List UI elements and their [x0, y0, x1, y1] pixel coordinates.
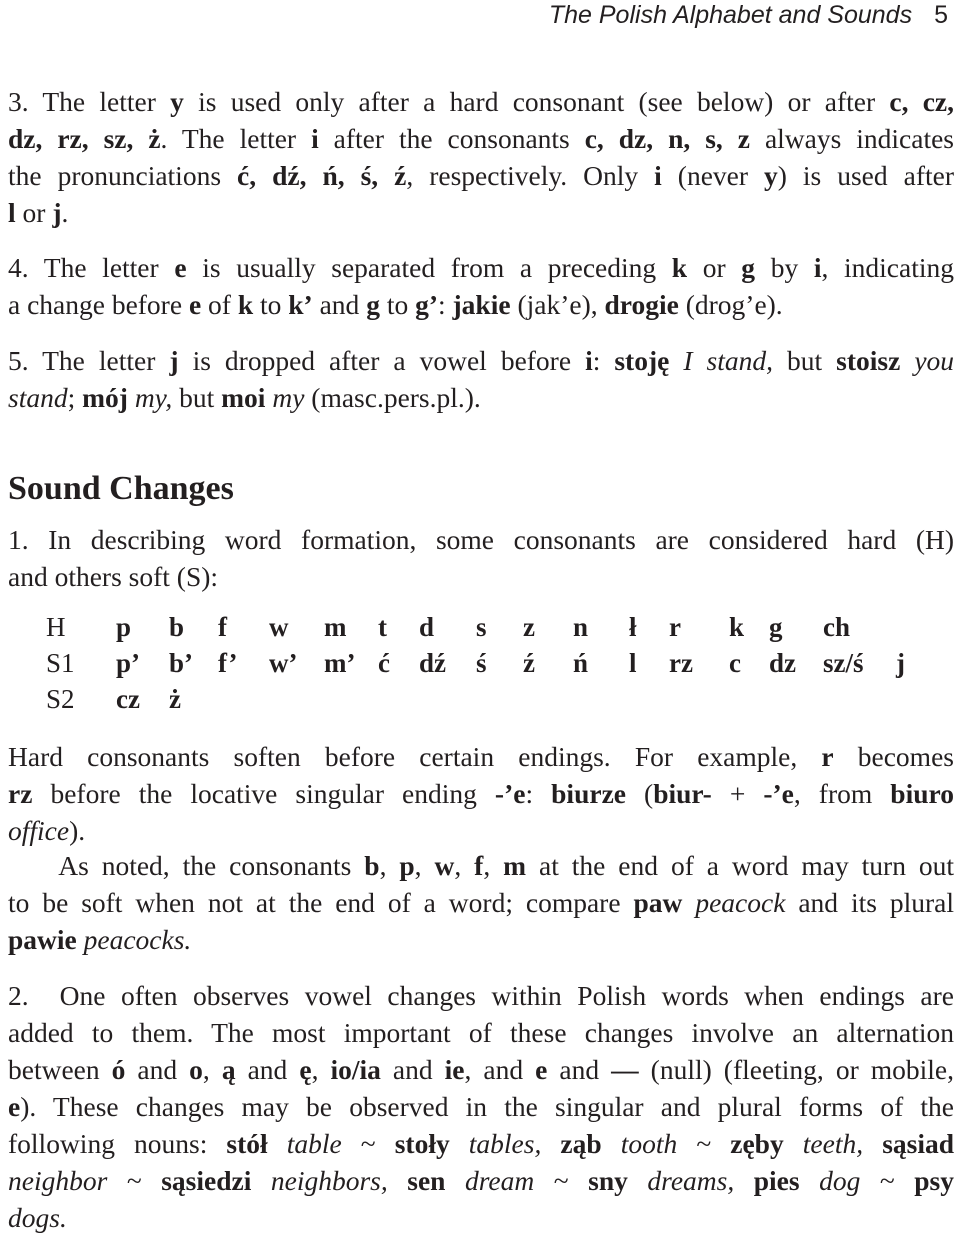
text-run: always indicates: [749, 123, 955, 154]
text-run: —: [611, 1054, 639, 1085]
consonant-cell: m: [324, 612, 347, 642]
text-run: and: [235, 1054, 300, 1085]
text-run: of: [201, 289, 238, 320]
text-line: [8, 812, 954, 849]
text-line: [8, 1051, 954, 1088]
consonant-cell: f’: [218, 648, 238, 678]
text-run: (null) (fleeting, or mobile,: [638, 1054, 955, 1085]
text-run: k: [237, 289, 254, 320]
text-run: is dropped after a vowel before: [178, 345, 586, 376]
text-line: [8, 1162, 954, 1199]
text-run: dream: [464, 1165, 535, 1196]
text-run: (drog’e).: [678, 289, 783, 320]
text-line: [8, 521, 954, 558]
text-run: c, cz,: [889, 86, 954, 117]
text-run: drogie: [604, 289, 679, 320]
text-run: ząb: [560, 1128, 602, 1159]
text-run: after the consonants: [318, 123, 585, 154]
text-run: at the end of a word may turn out: [526, 850, 955, 881]
text-run: and: [380, 1054, 445, 1085]
consonant-cell: b’: [169, 648, 194, 678]
text-run: 4. The letter: [8, 252, 175, 283]
text-run: dogs.: [8, 1202, 67, 1233]
text-run: dreams,: [647, 1165, 735, 1196]
text-line: [8, 558, 954, 595]
text-run: ą: [221, 1054, 236, 1085]
paragraph-hard-consonants: [8, 738, 954, 849]
text-run: ,: [483, 850, 504, 881]
text-line: [8, 847, 954, 884]
text-run: ę: [299, 1054, 312, 1085]
consonant-cell: j: [896, 648, 905, 678]
consonant-cell: r: [669, 612, 681, 642]
text-line: [8, 1014, 954, 1051]
text-run: mój: [82, 382, 128, 413]
text-run: by: [755, 252, 814, 283]
text-run: ć, dź, ń, ś, ź: [237, 160, 407, 191]
consonant-cell: cz: [116, 684, 140, 714]
text-run: ,: [202, 1054, 222, 1085]
text-run: c, dz, n, s, z: [584, 123, 750, 154]
text-run: io/ia: [330, 1054, 381, 1085]
text-run: but: [773, 345, 837, 376]
text-run: w: [434, 850, 455, 881]
text-run: neighbors,: [270, 1165, 388, 1196]
consonant-cell: w: [269, 612, 289, 642]
paragraph-sound-change-1: [8, 521, 954, 595]
text-run: you: [914, 345, 955, 376]
text-run: pawie: [8, 924, 77, 955]
text-run: peacock: [695, 887, 786, 918]
text-run: (masc.pers.pl.).: [304, 382, 481, 413]
text-run: As noted, the consonants: [8, 850, 365, 881]
text-run: g’: [415, 289, 438, 320]
text-run: j: [52, 197, 62, 228]
text-line: [8, 194, 954, 231]
text-run: and: [125, 1054, 190, 1085]
text-run: y: [764, 160, 778, 191]
consonant-cell: f: [218, 612, 227, 642]
text-run: to: [379, 289, 416, 320]
text-run: jakie: [452, 289, 511, 320]
text-run: teeth,: [802, 1128, 864, 1159]
text-run: -’e: [763, 778, 794, 809]
text-line: [8, 1088, 954, 1125]
header-title: The Polish Alphabet and Sounds: [548, 1, 913, 29]
text-run: [388, 1165, 408, 1196]
text-run: l: [8, 197, 16, 228]
text-run: Hard consonants soften before certain endings. For example,: [8, 741, 822, 772]
text-run: y: [170, 86, 184, 117]
text-run: (jak’e),: [510, 289, 605, 320]
text-run: paw: [633, 887, 683, 918]
text-run: ).: [69, 815, 86, 846]
text-run: ~: [677, 1128, 731, 1159]
text-run: a change before: [8, 289, 189, 320]
text-run: [863, 1128, 882, 1159]
text-run: tooth: [620, 1128, 678, 1159]
text-run: office: [8, 815, 70, 846]
text-run: neighbor: [8, 1165, 108, 1196]
text-run: e: [535, 1054, 548, 1085]
text-run: o: [189, 1054, 203, 1085]
consonant-cell: ż: [169, 684, 181, 714]
text-run: dz, rz, sz, ż: [8, 123, 161, 154]
text-run: [900, 345, 914, 376]
text-run: to be soft when not at the end of a word; compare: [8, 887, 634, 918]
text-run: f: [474, 850, 484, 881]
text-run: (: [626, 778, 654, 809]
text-run: k: [671, 252, 688, 283]
text-run: ~: [341, 1128, 395, 1159]
consonant-cell: b: [169, 612, 185, 642]
text-run: sny: [588, 1165, 628, 1196]
consonant-cell: ź: [523, 648, 535, 678]
text-run: sąsiad: [882, 1128, 955, 1159]
text-run: .: [61, 197, 69, 228]
text-run: I stand,: [683, 345, 773, 376]
text-run: following nouns:: [8, 1128, 227, 1159]
text-run: ,: [379, 850, 400, 881]
text-run: table: [286, 1128, 342, 1159]
text-run: [251, 1165, 271, 1196]
text-run: becomes: [833, 741, 954, 772]
consonant-cell: c: [729, 648, 741, 678]
text-run: stand: [8, 382, 68, 413]
text-run: ie: [444, 1054, 465, 1085]
text-run: and its plural: [785, 887, 955, 918]
text-run: biur-: [653, 778, 712, 809]
text-run: ~: [860, 1165, 915, 1196]
text-run: 3. The letter: [8, 86, 171, 117]
text-run: 1. In describing word formation, some consonants are considered hard (H): [8, 524, 954, 555]
text-run: [800, 1165, 820, 1196]
text-line: [8, 286, 954, 323]
consonant-cell: ś: [476, 648, 487, 678]
consonant-cell: ń: [573, 648, 589, 678]
text-run: pies: [753, 1165, 800, 1196]
text-line: [8, 921, 954, 958]
text-run: but: [172, 382, 222, 413]
text-run: my,: [134, 382, 173, 413]
text-run: psy: [914, 1165, 955, 1196]
text-run: [682, 887, 695, 918]
text-run: [669, 345, 683, 376]
text-run: or: [687, 252, 742, 283]
consonant-cell: n: [573, 612, 589, 642]
text-run: :: [438, 289, 453, 320]
text-line: [8, 1199, 954, 1236]
consonant-cell: rz: [669, 648, 693, 678]
text-run: +: [711, 778, 764, 809]
text-run: m: [503, 850, 527, 881]
text-run: moi: [221, 382, 266, 413]
consonant-cell: ch: [823, 612, 850, 642]
text-run: is used only after a hard consonant (see below) or after: [183, 86, 890, 117]
text-run: before the locative singular ending: [32, 778, 495, 809]
text-run: e: [188, 289, 202, 320]
text-run: [77, 924, 84, 955]
text-run: and: [547, 1054, 612, 1085]
text-line: [8, 157, 954, 194]
text-run: sen: [407, 1165, 446, 1196]
text-run: stół: [226, 1128, 268, 1159]
text-run: [128, 382, 135, 413]
row-label: S1: [46, 648, 75, 678]
text-run: is usually separated from a preceding: [186, 252, 672, 283]
section-heading: Sound Changes: [8, 470, 234, 507]
text-run: added to them. The most important of these changes involve an alternation: [8, 1017, 954, 1048]
running-header: [549, 0, 948, 30]
text-run: and: [312, 289, 367, 320]
text-run: [268, 1128, 287, 1159]
consonant-cell: ł: [629, 612, 637, 642]
text-line: [8, 249, 954, 286]
text-run: i: [654, 160, 662, 191]
consonant-cell: z: [523, 612, 535, 642]
text-run: ;: [67, 382, 83, 413]
consonant-cell: d: [419, 612, 435, 642]
text-run: ~: [534, 1165, 589, 1196]
consonant-cell: p’: [116, 648, 141, 678]
consonant-cell: g: [769, 612, 783, 642]
text-run: peacocks.: [83, 924, 192, 955]
paragraph-sound-change-2: [8, 977, 954, 1236]
text-line: [8, 342, 954, 379]
text-run: g: [366, 289, 380, 320]
consonant-cell: dź: [419, 648, 446, 678]
consonant-cell: dz: [769, 648, 796, 678]
text-run: b: [364, 850, 380, 881]
text-run: or: [15, 197, 53, 228]
text-run: :: [525, 778, 552, 809]
text-run: and others soft (S):: [8, 561, 219, 592]
text-run: :: [592, 345, 615, 376]
consonant-cell: ć: [378, 648, 390, 678]
text-run: -’e: [494, 778, 526, 809]
row-label: S2: [46, 684, 75, 714]
text-run: ó: [111, 1054, 126, 1085]
text-run: e: [8, 1091, 21, 1122]
text-line: [8, 1125, 954, 1162]
text-run: between: [8, 1054, 112, 1085]
text-run: i: [311, 123, 319, 154]
text-run: dog: [819, 1165, 861, 1196]
consonant-cell: s: [476, 612, 487, 642]
text-run: ~: [107, 1165, 162, 1196]
text-run: biuro: [890, 778, 954, 809]
text-run: ) is used after: [777, 160, 954, 191]
text-run: g: [741, 252, 756, 283]
paragraph-item-5: [8, 342, 954, 416]
text-run: [602, 1128, 621, 1159]
text-line: [8, 977, 954, 1014]
text-run: biurze: [551, 778, 626, 809]
text-run: the pronunciations: [8, 160, 238, 191]
text-run: , and: [464, 1054, 536, 1085]
text-run: [784, 1128, 803, 1159]
text-run: i: [585, 345, 593, 376]
text-run: tables,: [468, 1128, 542, 1159]
text-run: [628, 1165, 648, 1196]
text-run: . The letter: [160, 123, 312, 154]
text-run: [734, 1165, 754, 1196]
text-run: [445, 1165, 465, 1196]
text-run: , respectively. Only: [406, 160, 655, 191]
text-line: [8, 775, 954, 812]
consonant-cell: l: [629, 648, 637, 678]
text-run: stoję: [614, 345, 670, 376]
text-run: sąsiedzi: [161, 1165, 252, 1196]
text-run: stoły: [394, 1128, 450, 1159]
text-run: , from: [793, 778, 891, 809]
consonant-cell: sz/ś: [823, 648, 864, 678]
text-run: ). These changes may be observed in the singular and plural forms of the: [20, 1091, 954, 1122]
text-run: ,: [414, 850, 435, 881]
paragraph-as-noted: [8, 847, 954, 958]
text-run: my: [272, 382, 305, 413]
text-run: 2. One often observes vowel changes within Polish words when endings are: [8, 980, 954, 1011]
consonant-cell: w’: [269, 648, 298, 678]
text-line: [8, 83, 954, 120]
text-run: ,: [454, 850, 475, 881]
text-line: [8, 884, 954, 921]
text-run: 5. The letter: [8, 345, 170, 376]
page-number: 5: [934, 1, 948, 29]
paragraph-item-3: [8, 83, 954, 231]
text-run: to: [253, 289, 289, 320]
text-run: ,: [311, 1054, 331, 1085]
text-run: i: [813, 252, 822, 283]
text-run: k’: [288, 289, 313, 320]
text-run: (never: [661, 160, 764, 191]
row-label: H: [46, 612, 66, 642]
text-line: [8, 379, 954, 416]
consonant-cell: t: [378, 612, 387, 642]
text-run: r: [821, 741, 834, 772]
text-run: rz: [8, 778, 33, 809]
text-run: zęby: [730, 1128, 784, 1159]
consonant-cell: m’: [324, 648, 356, 678]
text-run: j: [169, 345, 179, 376]
text-run: p: [399, 850, 415, 881]
text-run: stoisz: [836, 345, 901, 376]
consonant-cell: k: [729, 612, 745, 642]
text-line: [8, 738, 954, 775]
text-line: [8, 120, 954, 157]
text-run: e: [174, 252, 187, 283]
text-run: , indicating: [821, 252, 954, 283]
paragraph-item-4: [8, 249, 954, 323]
consonant-cell: p: [116, 612, 132, 642]
text-run: [541, 1128, 560, 1159]
text-run: [450, 1128, 469, 1159]
